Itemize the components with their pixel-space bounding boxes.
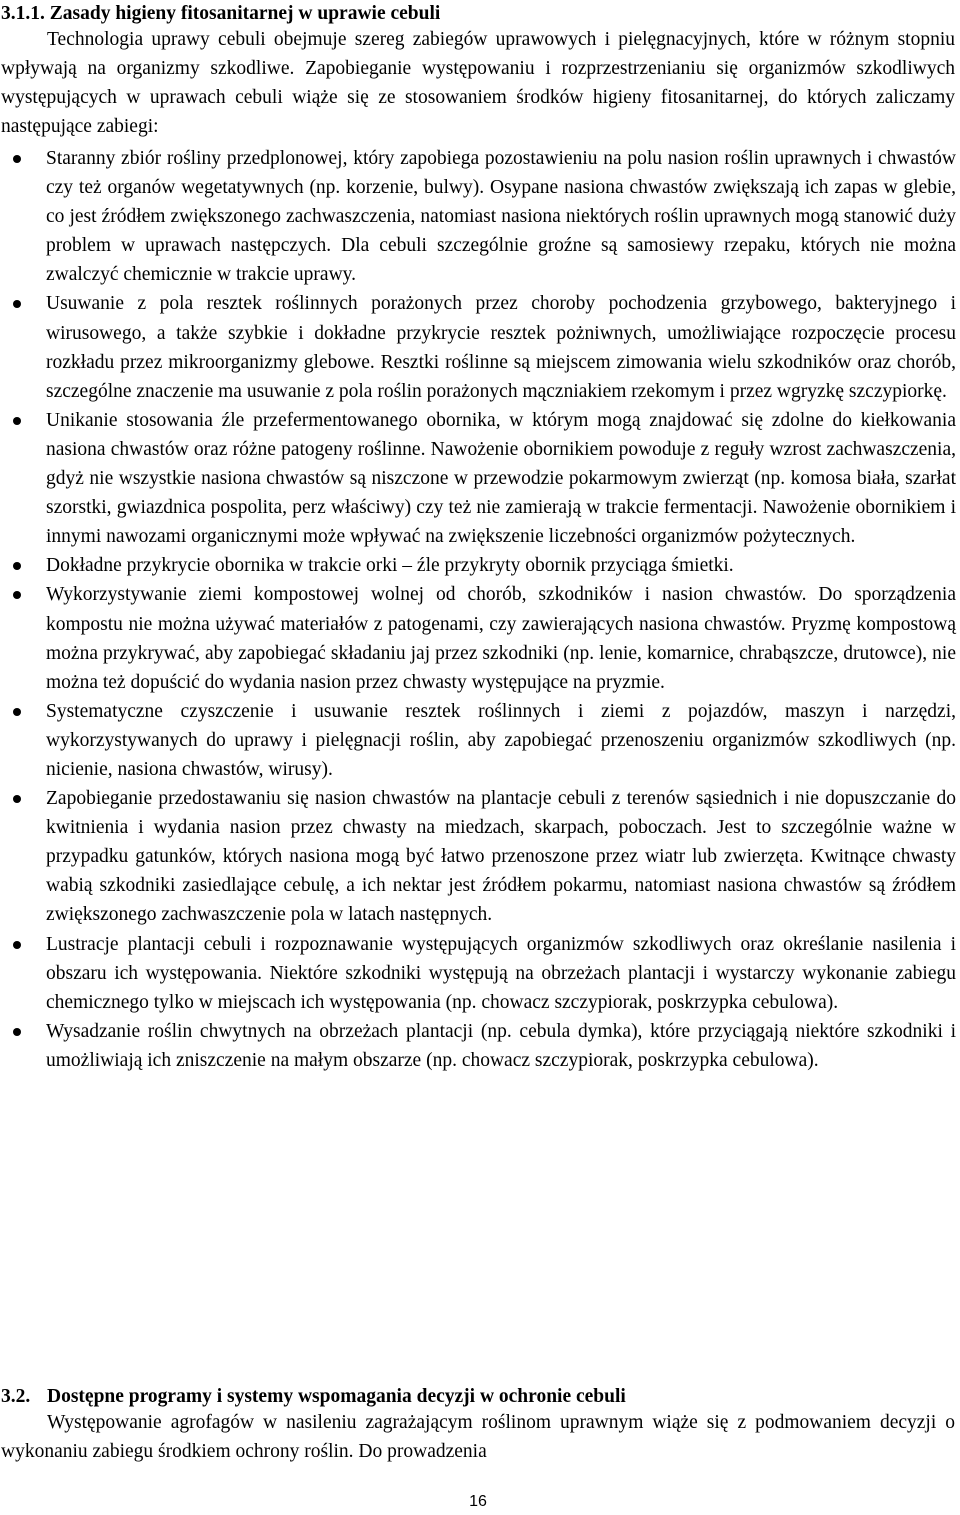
list-item [0,697,956,784]
bullet-icon [13,300,21,308]
list-item-text: Wysadzanie roślin chwytnych na obrzeżach plantacji (np. cebula dymka), które przyciągają niektóre szkodniki i umożliwiają ich zniszczenie na małym obszarze (np. chowacz szczypiorak, poskrzypka cebulowa). [46,1020,956,1071]
list-item [0,289,956,405]
bullet-icon [13,417,21,425]
section-title: Zasady higieny fitosanitarnej w uprawie cebuli [49,3,441,24]
list-item-text: Usuwanie z pola resztek roślinnych porażonych przez choroby pochodzenia grzybowego, bakteryjnego i wirusowego, a także szybkie i dokładne przykrycie resztek pożniwnych, umożliwiające rozpoczęcie procesu rozkładu przez mikroorganizmy glebowe. Resztki roślinne są miejscem zimowania wielu szkodników oraz chorób, szczególne znaczenie ma usuwanie z pola roślin porażonych mączniakiem rzekomym i przez wgryzkę szczypiorkę. [46,293,956,402]
list-item-text: Lustracje plantacji cebuli i rozpoznawanie występujących organizmów szkodliwych oraz określanie nasilenia i obszaru ich występowania. Niektóre szkodniki występują na obrzeżach plantacji i wystarczy wykonanie zabiegu chemicznego tylko w miejscach ich występowania (np. chowacz szczypiorak, poskrzypka cebulowa). [46,933,956,1013]
list-item [0,930,956,1017]
list-item [0,144,956,289]
list-item [0,580,956,696]
intro-paragraph: Technologia uprawy cebuli obejmuje szereg zabiegów uprawowych i pielęgnacyjnych, które w różnym stopniu wpływają na organizmy szkodliwe. Zapobieganie występowaniu i rozprzestrzenianiu się organizmów szkodliwych występujących w uprawach cebuli wiąże się ze stosowaniem środków higieny fitosanitarnej, do których zaliczamy następujące zabiegi: [1,29,955,138]
section-3-2-paragraph: Występowanie agrofagów w nasileniu zagrażającym roślinom uprawnym wiąże się z podmowaniem decyzji o wykonaniu zabiegu środkiem ochrony roślin. Do prowadzenia [1,1412,955,1463]
list-item-text: Staranny zbiór rośliny przedplonowej, który zapobiega pozostawieniu na polu nasion roślin uprawnych i chwastów czy też organów wegetatywnych (np. korzenie, bulwy). Osypane nasiona chwastów zwiększają ich zapas w glebie, co jest źródłem zwiększonego zachwaszczenia, natomiast nasiona niektórych roślin uprawnych mogą stanowić duży problem w uprawach następczych. Dla cebuli szczególnie groźne są samosiewy rzepaku, których nie można zwalczyć chemicznie w trakcie uprawy. [46,148,956,286]
list-item-text: Zapobieganie przedostawaniu się nasion chwastów na plantacje cebuli z terenów sąsiednich i nie dopuszczanie do kwitnienia i wydania nasion przez chwasty na miedzach, skarpach, poboczach. Jest to szczególnie ważne w przypadku gatunków, których nasiona mogą być łatwo przenoszone przez wiatr lub zwierzęta. Kwitnące chwasty wabią szkodniki zasiedlające cebulę, a ich nektar jest źródłem pokarmu, natomiast nasiona chwastów są źródłem zwiększonego zachwaszczenie pola w latach następnych. [46,788,956,926]
bullet-icon [13,562,21,570]
bullet-icon [13,795,21,803]
list-item-text: Unikanie stosowania źle przefermentowanego obornika, w którym mogą znajdować się zdolne do kiełkowania nasiona chwastów oraz różne patogeny roślinne. Nawożenie obornikiem powoduje z reguły wzrost zachwaszczenia, gdyż nie wszystkie nasiona chwastów są niszczone w przewodzie pokarmowym zwierząt (np. komosa biała, szarłat szorstki, gwiazdnica pospolita, perz właściwy) czy też nie zamierają w trakcie fermentacji. Nawożenie obornikiem i innymi nawozami organicznymi może wpływać na zwiększenie liczebności organizmów pożytecznych. [46,409,956,548]
list-item-text: Dokładne przykrycie obornika w trakcie orki – źle przykryty obornik przyciąga śmietki. [46,555,734,577]
page-number: 16 [469,1493,487,1510]
hygiene-measures-list [0,144,956,1075]
section-heading-3-2 [1,1385,626,1409]
section-heading-3-1-1 [1,2,440,26]
list-item [0,551,956,580]
list-item [0,406,956,551]
bullet-icon [13,591,21,599]
section-number: 3.2. [1,1386,31,1407]
section-number: 3.1.1. [1,3,45,24]
list-item-text: Systematyczne czyszczenie i usuwanie resztek roślinnych i ziemi z pojazdów, maszyn i narzędzi, wykorzystywanych do uprawy i pielęgnacji roślin, aby zapobiegać przenoszeniu organizmów szkodliwych (np. nicienie, nasiona chwastów, wirusy). [46,700,956,780]
list-item [0,1017,956,1075]
bullet-icon [13,708,21,716]
bullet-icon [13,155,21,163]
bullet-icon [13,941,21,949]
list-item [0,784,956,929]
bullet-icon [13,1028,21,1036]
section-title: Dostępne programy i systemy wspomagania decyzji w ochronie cebuli [47,1386,626,1407]
list-item-text: Wykorzystywanie ziemi kompostowej wolnej od chorób, szkodników i nasion chwastów. Do sporządzenia kompostu nie można używać materiałów z patogenami, czy zawierających nasiona chwastów. Pryzmę kompostową można przykrywać, aby zapobiegać składaniu jaj przez szkodniki (np. lenie, komarnice, chrabąszcze, drutowce), nie można też dopuścić do wydania nasion przez chwasty występujące na pryzmie. [46,584,956,693]
